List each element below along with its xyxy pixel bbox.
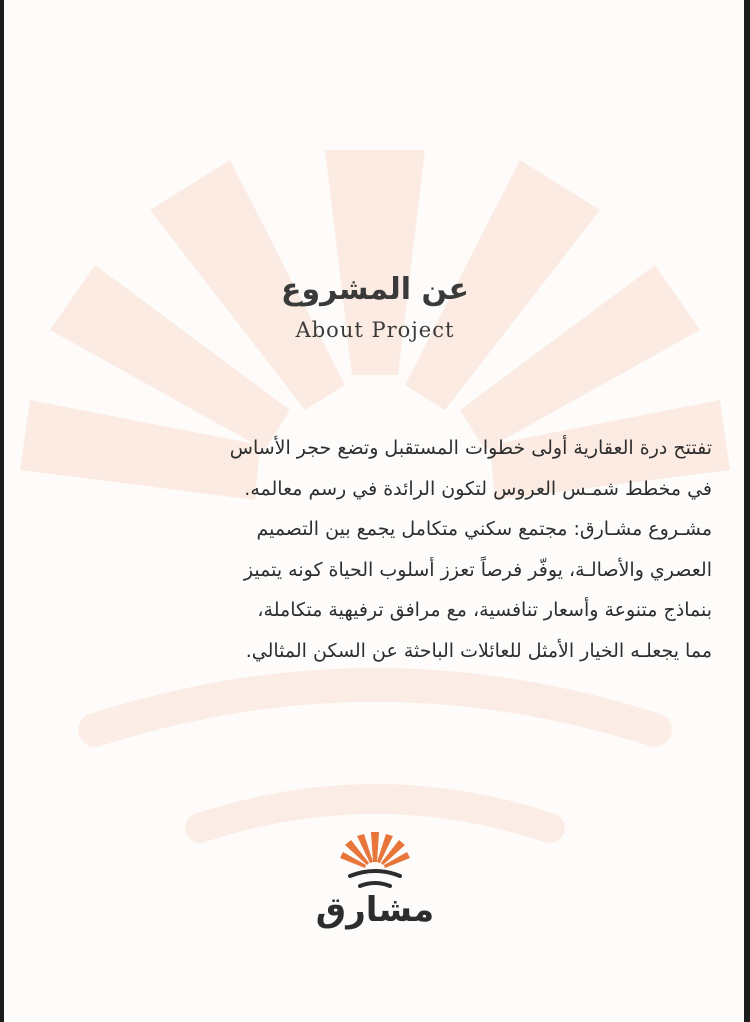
brand-name: مشارق [315, 890, 435, 930]
project-description [92, 428, 712, 671]
description-line: العصري والأصالـة، يوفّر فرصاً تعزز أسلوب الحياة كونه يتميز [243, 558, 712, 581]
sunrise-icon [340, 832, 410, 890]
description-line: مشـروع مشـارق: مجتمع سكني متكامل يجمع بين التصميم [256, 518, 712, 540]
description-line: تفتتح درة العقارية أولى خطوات المستقبل وتضع حجر الأساس [229, 437, 712, 459]
description-line: مما يجعلـه الخيار الأمثل للعائلات الباحثة عن السكن المثالي. [245, 639, 712, 662]
description-line: في مخطط شمـس العروس لتكون الرائدة في رسم معالمه. [244, 477, 712, 500]
description-line: بنماذج متنوعة وأسعار تنافسية، مع مرافق ترفيهية متكاملة، [257, 599, 712, 621]
page-title-arabic: عن المشروع [281, 272, 469, 307]
page-title-english: About Project [295, 318, 455, 342]
